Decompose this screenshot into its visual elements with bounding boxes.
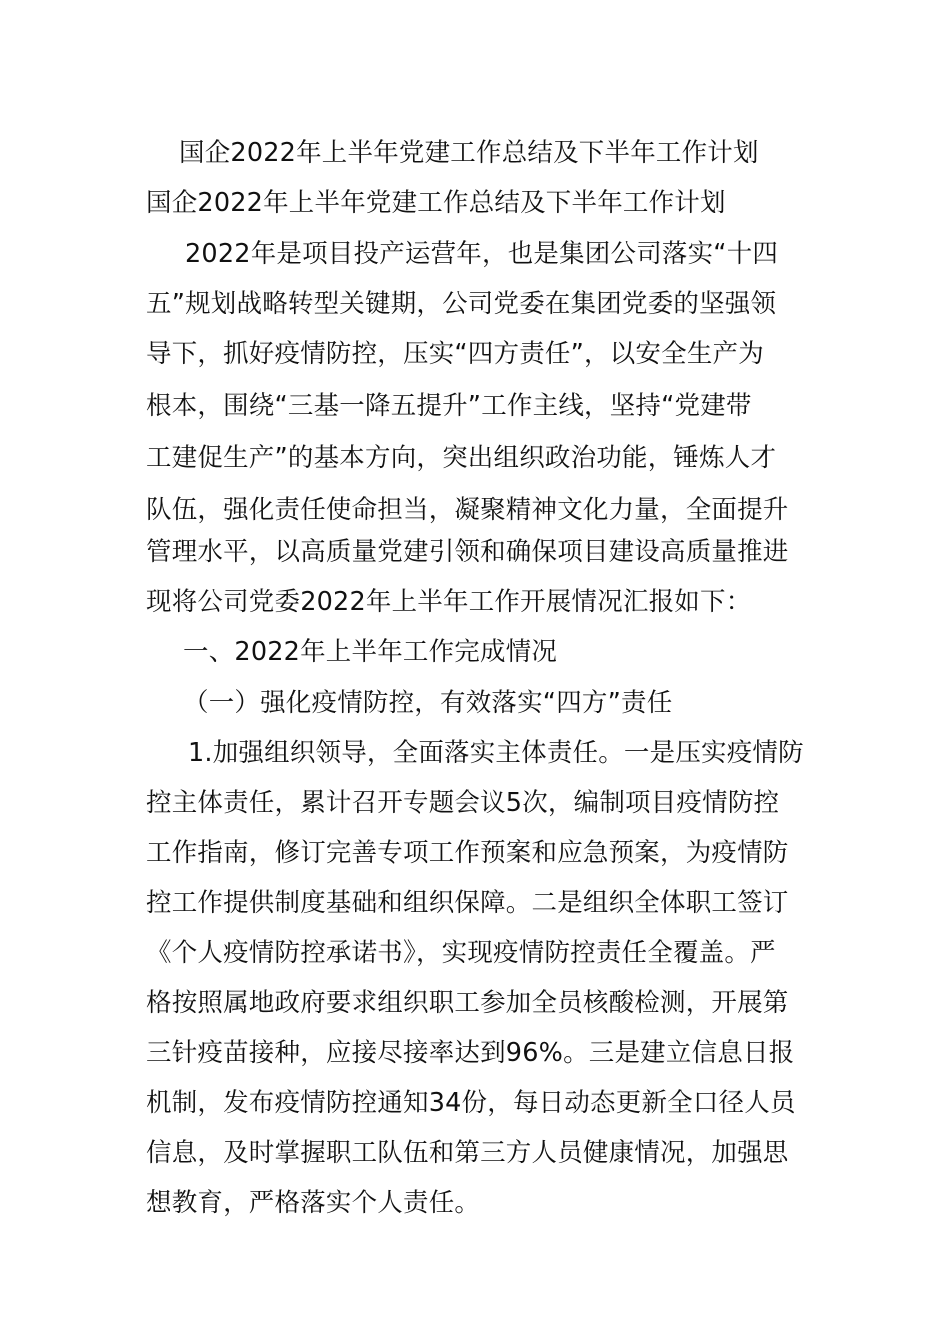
body-line-3: 工作指南，修订完善专项工作预案和应急预案，为疫情防 [146, 838, 789, 868]
intro-line-8: 现将公司党委2022年上半年工作开展情况汇报如下： [146, 587, 752, 617]
document-subtitle: 国企2022年上半年党建工作总结及下半年工作计划 [146, 188, 726, 218]
body-line-1: 1.加强组织领导，全面落实主体责任。一是压实疫情防 [188, 738, 804, 768]
section-heading: 一、2022年上半年工作完成情况 [183, 637, 558, 667]
body-line-6: 格按照属地政府要求组织职工参加全员核酸检测，开展第 [146, 988, 789, 1018]
intro-line-7: 管理水平，以高质量党建引领和确保项目建设高质量推进 [146, 537, 789, 567]
intro-line-2: 五”规划战略转型关键期，公司党委在集团党委的坚强领 [146, 289, 777, 319]
body-line-5: 《个人疫情防控承诺书》，实现疫情防控责任全覆盖。严 [146, 938, 776, 968]
intro-line-1: 2022年是项目投产运营年，也是集团公司落实“十四 [185, 239, 779, 269]
body-line-7: 三针疫苗接种，应接尽接率达到96%。三是建立信息日报 [146, 1038, 795, 1068]
body-line-9: 信息，及时掌握职工队伍和第三方人员健康情况，加强思 [146, 1138, 789, 1168]
subsection-heading: （一）强化疫情防控，有效落实“四方”责任 [183, 688, 673, 718]
intro-line-4: 根本，围绕“三基一降五提升”工作主线，坚持“党建带 [146, 391, 752, 421]
body-line-2: 控主体责任，累计召开专题会议5次，编制项目疫情防控 [146, 788, 780, 818]
body-line-10: 想教育，严格落实个人责任。 [146, 1188, 481, 1218]
body-line-8: 机制，发布疫情防控通知34份，每日动态更新全口径人员 [146, 1088, 796, 1118]
intro-line-6: 队伍，强化责任使命担当，凝聚精神文化力量，全面提升 [146, 495, 789, 525]
intro-line-5: 工建促生产”的基本方向，突出组织政治功能，锤炼人才 [146, 443, 777, 473]
body-line-4: 控工作提供制度基础和组织保障。二是组织全体职工签订 [146, 888, 789, 918]
intro-line-3: 导下，抓好疫情防控，压实“四方责任”，以安全生产为 [146, 339, 764, 369]
document-title: 国企2022年上半年党建工作总结及下半年工作计划 [179, 138, 759, 168]
